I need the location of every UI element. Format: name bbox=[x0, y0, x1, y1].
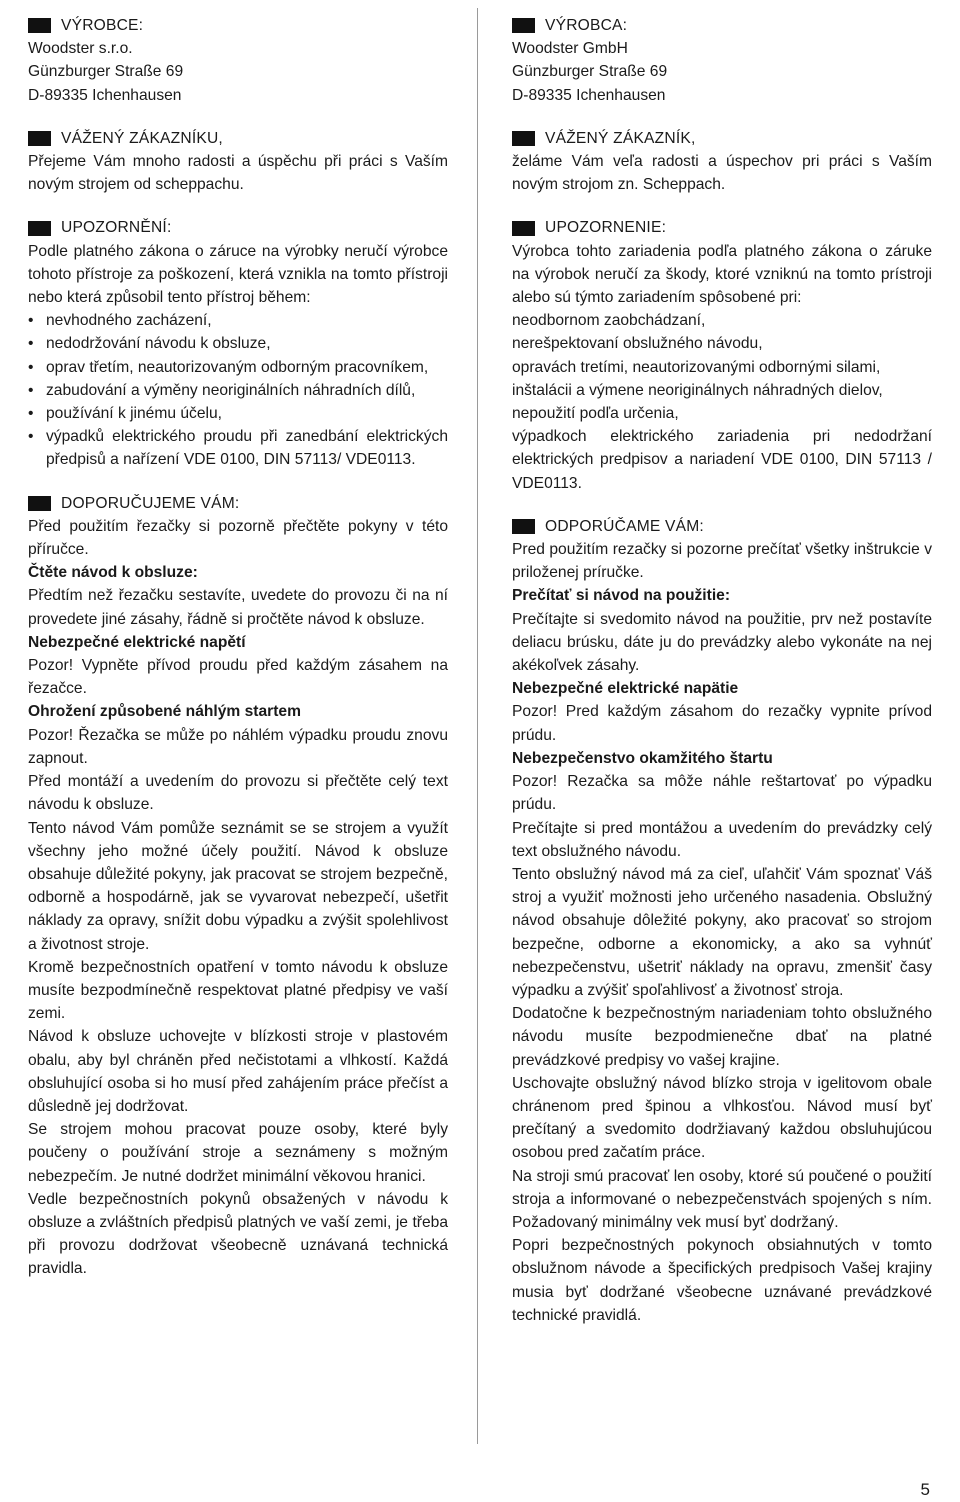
paragraph: Pozor! Rezačka sa môže náhle reštartovať po výpadku prúdu. bbox=[512, 773, 932, 814]
section-heading bbox=[28, 127, 448, 150]
warning-section bbox=[512, 216, 932, 494]
list-item: • výpadků elektrického proudu při zanedbání elektrických předpisů a nařízení VDE 0100, DIN 57113/ VDE0113. bbox=[28, 425, 448, 471]
subheading: Čtěte návod k obsluze: bbox=[28, 564, 198, 582]
customer-section bbox=[28, 127, 448, 197]
heading-marker-icon bbox=[512, 519, 535, 534]
manufacturer-street: Günzburger Straße 69 bbox=[512, 63, 668, 81]
heading-marker-icon bbox=[512, 18, 535, 33]
subheading: Prečítať si návod na použitie: bbox=[512, 587, 731, 605]
heading-marker-icon bbox=[28, 131, 51, 146]
recommend-heading: ODPORÚČAME VÁM: bbox=[545, 517, 704, 535]
customer-section bbox=[512, 127, 932, 197]
paragraph: Kromě bezpečnostních opatření v tomto návodu k obsluze musíte bezpodmínečně respektovat platné předpisy ve vaší zemi. bbox=[28, 958, 448, 1023]
right-column-slovak bbox=[512, 14, 932, 1347]
page-number: 5 bbox=[920, 1480, 930, 1499]
subheading: Ohrožení způsobené náhlým startem bbox=[28, 703, 301, 721]
list-item: • nevhodného zacházení, bbox=[28, 309, 448, 332]
customer-text: Přejeme Vám mnoho radosti a úspěchu při práci s Vaším novým strojem od scheppachu. bbox=[28, 153, 448, 194]
subheading: Nebezpečenstvo okamžitého štartu bbox=[512, 749, 773, 767]
recommend-section bbox=[512, 515, 932, 1327]
warning-line: nepoužití podľa určenia, bbox=[512, 405, 679, 423]
list-item: • zabudování a výměny neoriginálních náhradních dílů, bbox=[28, 379, 448, 402]
warning-list bbox=[28, 309, 448, 471]
warning-line: nerešpektovaní obslužného návodu, bbox=[512, 335, 763, 353]
paragraph: Popri bezpečnostných pokynoch obsiahnutých v tomto obslužnom návode a špecifických predpisoch Vašej krajiny musia byť dodržané všeobecne uznávané prevádzkové technické pravidlá. bbox=[512, 1237, 932, 1324]
section-heading bbox=[512, 216, 932, 239]
paragraph: Se strojem mohou pracovat pouze osoby, které byly poučeny o používání stroje a seznámeny s možným nebezpečím. Je nutné dodržet minimální věkovou hranici. bbox=[28, 1121, 448, 1185]
manufacturer-city: D-89335 Ichenhausen bbox=[512, 86, 666, 104]
manufacturer-section bbox=[512, 14, 932, 107]
paragraph: Pred použitím rezačky si pozorne prečítať všetky inštrukcie v priloženej príručke. bbox=[512, 541, 932, 582]
section-heading bbox=[28, 14, 448, 37]
warning-section bbox=[28, 216, 448, 471]
paragraph: Pozor! Pred každým zásahom do rezačky vypnite prívod prúdu. bbox=[512, 703, 932, 744]
manufacturer-street: Günzburger Straße 69 bbox=[28, 63, 184, 81]
section-heading bbox=[28, 216, 448, 239]
paragraph: Uschovajte obslužný návod blízko stroja v igelitovom obale chránenom pred špinou a vlhkosťou. Návod musí byť prečítaný a svedomito dodržiavaný každou obsluhujúcou osobou pred začatím práce. bbox=[512, 1074, 932, 1162]
column-divider bbox=[477, 8, 478, 1444]
manufacturer-section bbox=[28, 14, 448, 107]
paragraph: Dodatočne k bezpečnostným nariadeniam tohto obslužného návodu musíte bezpodmienečne dbať na platné prevádzkové predpisy vo vašej krajine. bbox=[512, 1005, 932, 1069]
paragraph: Vedle bezpečnostních pokynů obsažených v návodu k obsluze a zvláštních předpisů platných ve vaší zemi, je třeba při provozu dodržovat všeobecně uznávaná technická pravidla. bbox=[28, 1190, 448, 1278]
paragraph: Předtím než řezačku sestavíte, uvedete do provozu či na ní provedete jiné zásahy, řádně si pročtěte návod k obsluze. bbox=[28, 587, 448, 628]
manufacturer-name: Woodster GmbH bbox=[512, 40, 628, 58]
subheading: Nebezpečné elektrické napětí bbox=[28, 633, 246, 651]
paragraph: Prečítajte si pred montážou a uvedením do prevádzky celý text obslužného návodu. bbox=[512, 819, 932, 860]
warning-line: opravách tretími, neautorizovanými odbornými silami, bbox=[512, 358, 881, 376]
warning-line: neodbornom zaobchádzaní, bbox=[512, 312, 706, 330]
warning-heading: UPOZORNENIE: bbox=[545, 219, 667, 237]
warning-intro: Výrobca tohto zariadenia podľa platného zákona o záruke na výrobok neručí za škody, ktoré vzniknú na tomto prístroji alebo sú týmto zariadením spôsobené pri: bbox=[512, 242, 932, 307]
heading-marker-icon bbox=[28, 496, 51, 511]
paragraph: Pozor! Řezačka se může po náhlém výpadku proudu znovu zapnout. bbox=[28, 726, 448, 767]
warning-intro: Podle platného zákona o záruce na výrobky neručí výrobce tohoto přístroje za poškození, která vznikla na tomto přístroji nebo která způsobil tento přístroj během: bbox=[28, 242, 448, 307]
paragraph: Na stroji smú pracovať len osoby, ktoré sú poučené o použití stroja a informované o nebezpečenstvách spojených s ním. Požadovaný minimálny vek musí byť dodržaný. bbox=[512, 1167, 932, 1231]
heading-marker-icon bbox=[512, 131, 535, 146]
section-heading bbox=[512, 515, 932, 538]
heading-marker-icon bbox=[28, 18, 51, 33]
section-heading bbox=[512, 14, 932, 37]
heading-marker-icon bbox=[512, 221, 535, 236]
section-heading bbox=[28, 492, 448, 515]
paragraph: Před montáží a uvedením do provozu si přečtěte celý text návodu k obsluze. bbox=[28, 773, 448, 814]
manufacturer-heading: VÝROBCA: bbox=[545, 17, 628, 34]
paragraph: Tento obslužný návod má za cieľ, uľahčiť Vám spoznať Váš stroj a využiť možnosti jeho určeného nasadenia. Obslužný návod obsahuje dôležité pokyny, ako pracovať so strojom bezpečne, odborne a ekonomicky, a ako sa vyhnúť nebezpečenstvu, ušetriť náklady na opravu, zmenšiť časy výpadku a zvýšiť spoľahlivosť a životnosť stroja. bbox=[512, 865, 932, 999]
heading-marker-icon bbox=[28, 221, 51, 236]
left-column-czech bbox=[28, 14, 448, 1301]
section-heading bbox=[512, 127, 932, 150]
manufacturer-city: D-89335 Ichenhausen bbox=[28, 86, 182, 104]
customer-heading: VÁŽENÝ ZÁKAZNÍK, bbox=[545, 129, 696, 147]
recommend-section bbox=[28, 492, 448, 1281]
list-item: • oprav třetím, neautorizovaným odborným pracovníkem, bbox=[28, 356, 448, 379]
recommend-heading: DOPORUČUJEME VÁM: bbox=[61, 494, 240, 512]
paragraph: Prečítajte si svedomito návod na použitie, prv než postavíte deliacu brúsku, dáte ju do prevádzky alebo vykonáte na nej akékoľvek zásahy. bbox=[512, 610, 932, 675]
subheading: Nebezpečné elektrické napätie bbox=[512, 680, 739, 698]
paragraph: Tento návod Vám pomůže seznámit se se strojem a využít všechny jeho možné účely použití. Návod k obsluze obsahuje důležité pokyny, jak pracovat se strojem bezpečně, odborně a hospodárně, jak se vyvarovat nebezpečí, ušetřit náklady za opravy, snížit dobu výpadku a zvýšit spolehlivost a životnost stroje. bbox=[28, 819, 448, 953]
warning-line: výpadkoch elektrického zariadenia pri nedodržaní elektrických predpisov a nariadení VDE 0100, DIN 57113 / VDE0113. bbox=[512, 428, 932, 492]
customer-text: želáme Vám veľa radosti a úspechov pri práci s Vaším novým strojom zn. Scheppach. bbox=[512, 153, 932, 194]
warning-line: inštalácii a výmene neoriginálnych náhradných dielov, bbox=[512, 381, 883, 399]
paragraph: Před použitím řezačky si pozorně přečtěte pokyny v této příručce. bbox=[28, 517, 448, 559]
list-item: • používání k jinému účelu, bbox=[28, 402, 448, 425]
list-item: • nedodržování návodu k obsluze, bbox=[28, 332, 448, 355]
warning-heading: UPOZORNĚNÍ: bbox=[61, 219, 172, 237]
customer-heading: VÁŽENÝ ZÁKAZNÍKU, bbox=[61, 129, 223, 147]
paragraph: Návod k obsluze uchovejte v blízkosti stroje v plastovém obalu, aby byl chráněn před nečistotami a vlhkostí. Každá obsluhující osoba si ho musí před zahájením práce přečíst a důsledně jej dodržovat. bbox=[28, 1028, 448, 1115]
manufacturer-heading: VÝROBCE: bbox=[61, 17, 144, 34]
paragraph: Pozor! Vypněte přívod proudu před každým zásahem na řezačce. bbox=[28, 657, 448, 698]
manufacturer-name: Woodster s.r.o. bbox=[28, 40, 133, 58]
